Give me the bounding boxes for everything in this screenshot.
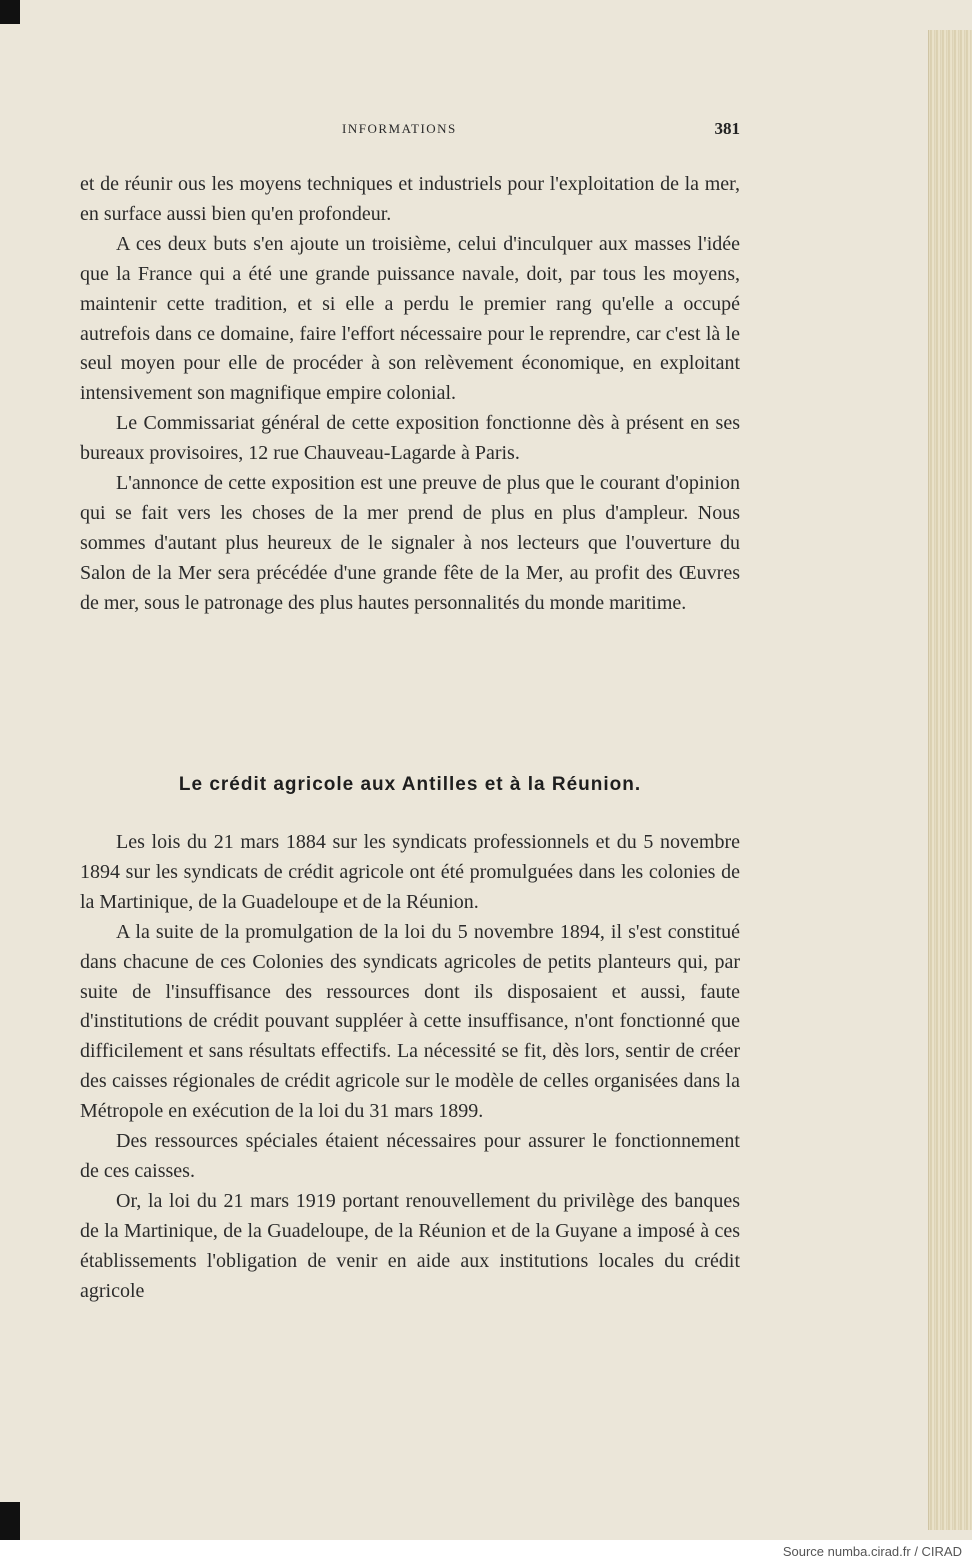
- source-caption: Source numba.cirad.fr / CIRAD: [782, 1544, 962, 1559]
- paragraph: L'annonce de cette exposition est une preuve de plus que le courant d'opinion qui se fait vers les choses de la mer prend de plus en plus d'ampleur. Nous sommes d'autant plus heureux de le signaler à nos lecteurs que l'ouverture du Salon de la Mer sera précédée d'une grande fête de la Mer, au profit des Œuvres de mer, sous le patronage des plus hautes personnalités du monde maritime.: [80, 472, 740, 614]
- section-text: [80, 828, 740, 1307]
- running-title: INFORMATIONS: [342, 121, 457, 136]
- book-page-edge: [928, 30, 972, 1530]
- paragraph: Les lois du 21 mars 1884 sur les syndicats professionnels et du 5 novembre 1894 sur les syndicats de crédit agricole ont été promulguées dans les colonies de la Martinique, de la Guadeloupe et de la Réunion.: [80, 831, 740, 913]
- paragraph: Des ressources spéciales étaient nécessaires pour assurer le fonctionnement de ces caisses.: [80, 1130, 740, 1182]
- page-number: 381: [714, 119, 740, 138]
- scan-corner-mark: [0, 1502, 20, 1540]
- paragraph: et de réunir ous les moyens techniques et industriels pour l'exploitation de la mer, en surface aussi bien qu'en profondeur.: [80, 173, 740, 225]
- paragraph: A la suite de la promulgation de la loi du 5 novembre 1894, il s'est constitué dans chacune de ces Colonies des syndicats agricoles de petits planteurs qui, par suite de l'insuffisance des ressources dont ils disposaient et aussi, faute d'institutions de crédit pouvant suppléer à cette insuffisance, n'ont fonctionné que difficilement et sans résultats effectifs. La nécessité se fit, dès lors, sentir de créer des caisses régionales de crédit agricole sur le modèle de celles organisées dans la Métropole en exécution de la loi du 31 mars 1899.: [80, 920, 740, 1123]
- scan-corner-mark: [0, 0, 20, 24]
- running-head: [80, 121, 740, 141]
- paragraph: Le Commissariat général de cette exposition fonctionne dès à présent en ses bureaux provisoires, 12 rue Chauveau-Lagarde à Paris.: [80, 412, 740, 465]
- intro-text: [80, 170, 740, 619]
- section-heading: Le crédit agricole aux Antilles et à la Réunion.: [178, 774, 642, 795]
- paragraph: Or, la loi du 21 mars 1919 portant renouvellement du privilège des banques de la Martinique, de la Guadeloupe, de la Réunion et de la Guyane a imposé à ces établissements l'obligation de venir en aide aux institutions locales du crédit agricole: [80, 1189, 740, 1302]
- paragraph: A ces deux buts s'en ajoute un troisième, celui d'inculquer aux masses l'idée que la France qui a été une grande puissance navale, doit, par tous les moyens, maintenir cette tradition, et si elle a perdu le premier rang qu'elle a occupé autrefois dans ce domaine, faire l'effort nécessaire pour le reprendre, car c'est là le seul moyen pour elle de procéder à son relèvement économique, en exploitant intensivement son magnifique empire colonial.: [80, 232, 740, 405]
